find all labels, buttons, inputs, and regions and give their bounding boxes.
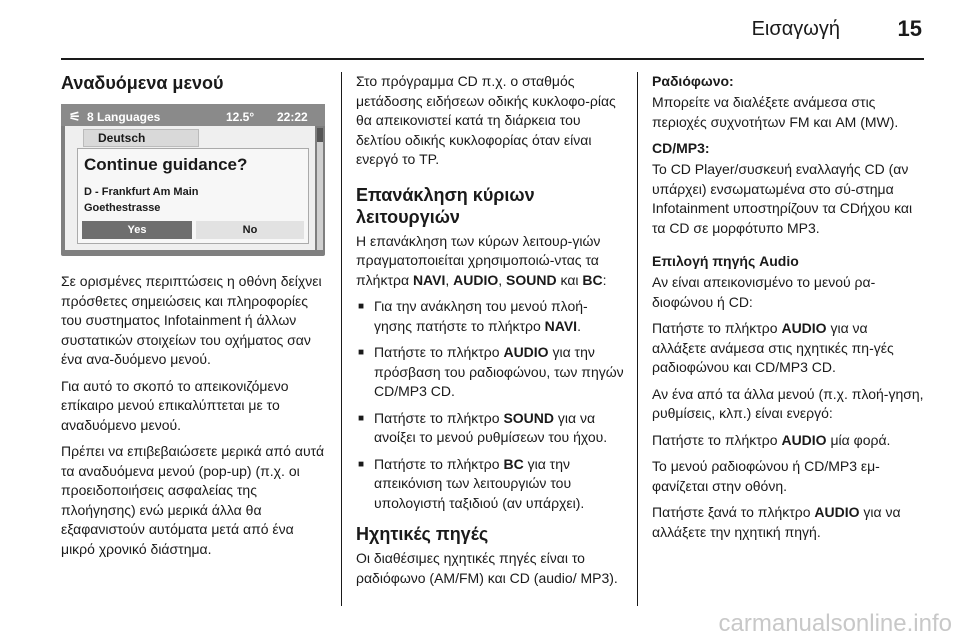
key-sound: SOUND — [503, 409, 555, 426]
list-item — [356, 297, 624, 336]
key-audio: AUDIO — [814, 504, 860, 520]
column-1 — [61, 72, 327, 566]
key-audio: AUDIO — [453, 271, 499, 288]
paragraph — [356, 232, 624, 291]
column-divider — [637, 72, 638, 606]
column-3 — [652, 72, 924, 549]
text: για την πρόσβαση του ραδιοφώνου, των πηγών CD/MP3 CD. — [374, 344, 624, 399]
page-number: 15 — [897, 16, 922, 41]
key-navi: NAVI — [544, 317, 578, 334]
column-divider — [341, 72, 342, 606]
section-heading-main-functions: Επανάκληση κύριων λειτουργιών — [356, 184, 535, 227]
screen-temperature: 12.5° — [226, 110, 255, 124]
popup-dialog — [77, 148, 309, 244]
text: Πατήστε το πλήκτρο — [374, 409, 504, 426]
watermark: carmanualsonline.info — [718, 610, 952, 637]
text: Η επανάκληση των κύρων λειτουρ-γιών πραγματοποιείται χρησιμοποιώ-ντας τα πλήκτρα — [356, 232, 601, 288]
scrollbar-thumb[interactable] — [317, 128, 323, 142]
bullet-list — [356, 297, 624, 513]
text: μία φορά. — [826, 431, 891, 448]
paragraph: Στο πρόγραμμα CD π.χ. ο σταθμός μετάδοσης ειδήσεων οδικής κυκλοφο-ρίας θα απεικονιστεί κατά τη διάρκεια του δελτίου οδικής κυκλοφορίας όταν είναι ενεργό το TP. — [356, 73, 616, 167]
paragraph: Το CD Player/συσκευή εναλλαγής CD (αν υπάρχει) ενσωματωμένα στο σύ-στημα Infotainment υποστηρίζουν τα CDήχου και τα CD σε μορφότυπο MP3. — [652, 161, 913, 236]
paragraph: Μπορείτε να διαλέξετε ανάμεσα στις περιοχές συχνοτήτων FM και AM (MW). — [652, 94, 899, 130]
paragraph: Σε ορισμένες περιπτώσεις η οθόνη δείχνει πρόσθετες σημειώσεις και πληροφορίες του συστηματος Infotainment ή άλλων συστατικών στοιχείων του οχήματος σαν ένα ανα-δυόμενο μενού. — [61, 273, 322, 367]
text: : — [602, 271, 607, 288]
screen-scrollbar[interactable] — [317, 128, 323, 250]
text: Πατήστε ξανά το πλήκτρο — [652, 504, 815, 520]
screen-tab: Deutsch — [83, 129, 199, 147]
paragraph — [652, 319, 924, 378]
subheading-audio-source: Επιλογή πηγής Audio — [652, 253, 799, 269]
paragraph: Το μενού ραδιοφώνου ή CD/MP3 εμ-φανίζεται στην οθόνη. — [652, 458, 880, 494]
text: για να ανοίξει το μενού ρυθμίσεων του ήχου. — [374, 409, 608, 445]
screen-language: 8 Languages — [87, 110, 161, 124]
text: , — [445, 271, 454, 288]
popup-destination-city: D - Frankfurt Am Main — [84, 186, 199, 198]
subheading-cd: CD/MP3: — [652, 140, 710, 156]
paragraph — [652, 431, 924, 451]
screen-body — [65, 126, 315, 250]
paragraph: Οι διαθέσιμες ηχητικές πηγές είναι το ραδιόφωνο (AM/FM) και CD (audio/ MP3). — [356, 550, 618, 586]
popup-yes-button[interactable]: Yes — [82, 221, 192, 239]
section-heading-audio-sources: Ηχητικές πηγές — [356, 524, 489, 544]
popup-no-button[interactable]: No — [196, 221, 304, 239]
text: και — [556, 271, 583, 288]
list-item — [356, 409, 624, 448]
infotainment-screen-illustration — [61, 104, 325, 256]
text: Πατήστε το πλήκτρο — [374, 455, 504, 472]
header-title: Εισαγωγή — [751, 18, 840, 40]
key-bc: BC — [582, 271, 603, 288]
key-audio: AUDIO — [781, 431, 827, 448]
header-rule — [61, 58, 924, 60]
text: για να αλλάξετε ανάμεσα στις ηχητικές πη-γές ραδιοφώνου και CD/MP3 CD. — [652, 320, 894, 375]
text: Πατήστε το πλήκτρο — [652, 320, 782, 336]
paragraph: Αν ένα από τα άλλα μενού (π.χ. πλοή-γηση, ρυθμίσεις, κλπ.) είναι ενεργό: — [652, 385, 924, 421]
section-heading-popup: Αναδυόμενα μενού — [61, 73, 224, 93]
paragraph: Πρέπει να επιβεβαιώσετε μερικά από αυτά τα αναδυόμενα μενού (pop-up) (π.χ. οι προειδοποιήσεις ασφαλείας της πλοήγησης) ενώ μερικά άλλα θα εξαφανιστούν αυτόματα μετά από ένα μικρό χρονικό διάστημα. — [61, 443, 325, 557]
list-item — [356, 455, 624, 514]
popup-destination-street: Goethestrasse — [84, 202, 161, 214]
paragraph: Αν είναι απεικονισμένο το μενού ρα-διοφώνου ή CD: — [652, 274, 876, 310]
subheading-radio: Ραδιόφωνο: — [652, 73, 734, 89]
antenna-icon: ⚟ — [69, 109, 81, 124]
text: , — [498, 271, 503, 288]
list-item — [356, 343, 624, 402]
key-audio: AUDIO — [781, 320, 827, 336]
column-2 — [356, 72, 624, 595]
key-sound: SOUND — [506, 271, 557, 288]
popup-question: Continue guidance? — [84, 155, 248, 174]
key-bc: BC — [503, 455, 524, 472]
paragraph: Για αυτό το σκοπό το απεικονιζόμενο επίκαιρο μενού επικαλύπτεται με το αναδυόμενο μενού. — [61, 377, 289, 433]
text: Πατήστε το πλήκτρο — [652, 431, 782, 448]
page-header — [0, 0, 960, 58]
screen-status-bar — [61, 104, 325, 126]
screen-clock: 22:22 — [277, 110, 308, 124]
text: για να αλλάξετε την ηχητική πηγή. — [652, 504, 901, 540]
paragraph — [652, 503, 924, 542]
key-audio: AUDIO — [503, 344, 549, 360]
text: για την απεικόνιση των λειτουργιών του υπολογιστή ταξιδιού (αν υπάρχει). — [374, 455, 585, 511]
text: Πατήστε το πλήκτρο — [374, 344, 504, 360]
text: . — [577, 317, 581, 334]
text: Για την ανάκληση του μενού πλοή-γησης πατήστε το πλήκτρο — [374, 298, 588, 334]
key-navi: NAVI — [412, 271, 446, 288]
